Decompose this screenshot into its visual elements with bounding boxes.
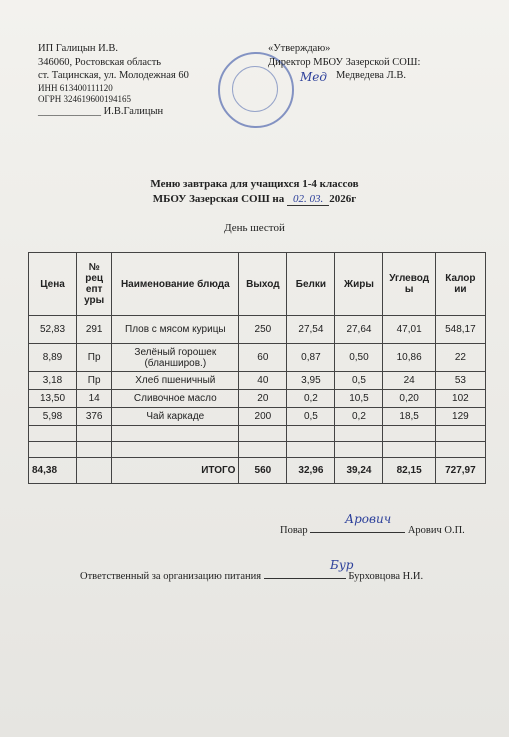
col-recipe: № рец епт уры [77, 253, 112, 316]
col-calories: Калор ии [435, 253, 485, 316]
cell-price: 13,50 [29, 390, 77, 408]
cell-calories: 129 [435, 408, 485, 426]
table-row [29, 372, 486, 390]
cell-carbs: 10,86 [383, 344, 435, 372]
approval-title: «Утверждаю» [268, 43, 331, 54]
total-yield: 560 [239, 458, 287, 484]
responsible-signature: Бур [330, 558, 354, 572]
cell-protein: 27,54 [287, 316, 335, 344]
cell-price: 5,98 [29, 408, 77, 426]
cell-dish: Плов с мясом курицы [112, 316, 239, 344]
total-price: 84,38 [29, 458, 77, 484]
cell-yield: 60 [239, 344, 287, 372]
cell-protein: 3,95 [287, 372, 335, 390]
table-row [29, 390, 486, 408]
cell-protein: 0,5 [287, 408, 335, 426]
cell-carbs: 24 [383, 372, 435, 390]
cook-name: Арович О.П. [407, 525, 465, 536]
org-line: ст. Тацинская, ул. Молодежная 60 [38, 70, 189, 81]
col-price: Цена [29, 253, 77, 316]
org-sign-line: ____________ И.В.Галицын [38, 105, 164, 117]
table-row-empty [29, 442, 486, 458]
cell-fat: 0,5 [335, 372, 383, 390]
cell-fat: 27,64 [335, 316, 383, 344]
cell-recipe: 14 [77, 390, 112, 408]
cell-recipe: 376 [77, 408, 112, 426]
cell-calories: 22 [435, 344, 485, 372]
cell-recipe: Пр [77, 344, 112, 372]
cell-recipe: Пр [77, 372, 112, 390]
responsible-name: Бурховцова Н.И. [348, 571, 424, 582]
cell-yield: 250 [239, 316, 287, 344]
cell-yield: 200 [239, 408, 287, 426]
cell-calories: 102 [435, 390, 485, 408]
table-row-empty [29, 426, 486, 442]
responsible-line [80, 566, 423, 582]
cell-calories: 53 [435, 372, 485, 390]
table-header-row [29, 253, 486, 316]
table-total-row [29, 458, 486, 484]
menu-date: 02. 03. [287, 193, 329, 206]
approval-position: Директор МБОУ Зазерской СОШ: [268, 56, 421, 68]
total-recipe [77, 458, 112, 484]
day-label: День шестой [224, 222, 285, 234]
cell-dish: Хлеб пшеничный [112, 372, 239, 390]
org-details [38, 42, 189, 118]
menu-title-line2 [0, 193, 509, 206]
cell-protein: 0,2 [287, 390, 335, 408]
cell-calories: 548,17 [435, 316, 485, 344]
director-signature: Мед [300, 70, 327, 84]
cell-protein: 0,87 [287, 344, 335, 372]
cell-carbs: 18,5 [383, 408, 435, 426]
org-line: 346060, Ростовская область [38, 56, 162, 68]
menu-table [28, 252, 486, 484]
cell-fat: 0,50 [335, 344, 383, 372]
total-protein: 32,96 [287, 458, 335, 484]
org-line: ИП Галицын И.В. [38, 43, 118, 54]
table-row [29, 408, 486, 426]
org-inn: ИНН 613400111120 [38, 82, 113, 93]
col-protein: Белки [287, 253, 335, 316]
cook-label: Повар [280, 525, 308, 536]
cell-fat: 10,5 [335, 390, 383, 408]
menu-year: 2026г [329, 193, 357, 205]
school-name: МБОУ Зазерская СОШ на [152, 193, 285, 205]
table-row [29, 344, 486, 372]
cell-carbs: 0,20 [383, 390, 435, 408]
cook-signature: Арович [345, 512, 392, 526]
approval-name: Медведева Л.В. [336, 70, 406, 81]
responsible-label: Ответственный за организацию питания [80, 571, 262, 582]
col-yield: Выход [239, 253, 287, 316]
cell-yield: 20 [239, 390, 287, 408]
cell-price: 8,89 [29, 344, 77, 372]
total-fat: 39,24 [335, 458, 383, 484]
total-label: ИТОГО [112, 458, 239, 484]
total-calories: 727,97 [435, 458, 485, 484]
total-carbs: 82,15 [383, 458, 435, 484]
col-fat: Жиры [335, 253, 383, 316]
cell-recipe: 291 [77, 316, 112, 344]
cell-dish: Сливочное масло [112, 390, 239, 408]
approval-block [268, 42, 420, 83]
cell-fat: 0,2 [335, 408, 383, 426]
table-row [29, 316, 486, 344]
menu-title: Меню завтрака для учащихся 1-4 классов [150, 178, 359, 190]
col-carbs: Углевод ы [383, 253, 435, 316]
cell-dish: Зелёный горошек (бланширов.) [112, 344, 239, 372]
cell-carbs: 47,01 [383, 316, 435, 344]
cell-price: 3,18 [29, 372, 77, 390]
cell-yield: 40 [239, 372, 287, 390]
cell-dish: Чай каркаде [112, 408, 239, 426]
col-dish: Наименование блюда [112, 253, 239, 316]
cell-price: 52,83 [29, 316, 77, 344]
org-ogrn: ОГРН 324619600194165 [38, 93, 131, 104]
